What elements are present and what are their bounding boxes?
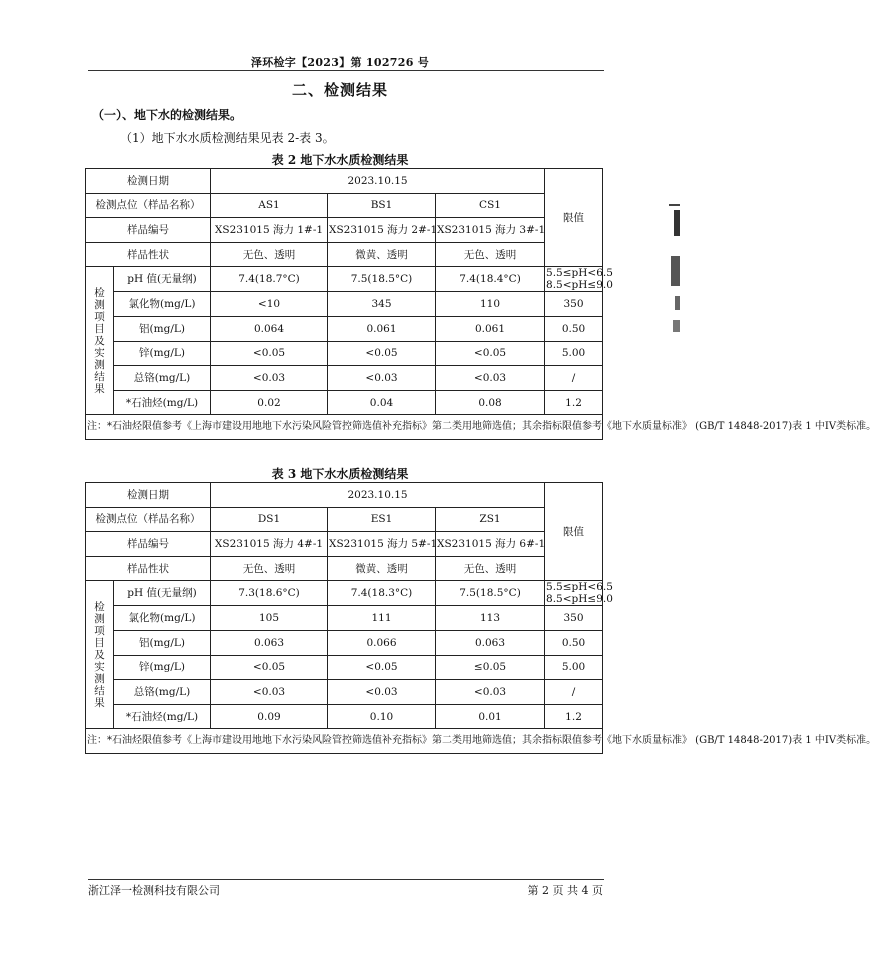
trait-cell: 无色、透明: [211, 242, 328, 267]
date-label: 检测日期: [86, 169, 211, 194]
value-cell: 0.01: [436, 704, 545, 729]
value-cell: <0.05: [328, 341, 436, 366]
group-label-char: 结: [94, 370, 105, 383]
item-name: 氯化物(mg/L): [114, 606, 211, 631]
limit-cell: [545, 606, 603, 631]
limit-cell: [545, 581, 613, 606]
limit-cell: [545, 390, 603, 415]
value-cell: <0.03: [328, 680, 436, 705]
sample-cell: XS231015 海力 6#-1: [436, 532, 545, 557]
table-row: [86, 169, 603, 194]
scan-edge-mark: [666, 200, 680, 340]
group-label-char: 实: [94, 346, 105, 359]
group-label: [86, 581, 114, 729]
value-cell: <0.03: [436, 366, 545, 391]
item-name: 铝(mg/L): [114, 316, 211, 341]
point-label: 检测点位（样品名称）: [86, 193, 211, 218]
value-cell: 111: [328, 606, 436, 631]
table-row: [86, 606, 603, 631]
group-label-char: 实: [94, 660, 105, 673]
group-label-char: 测: [94, 672, 105, 685]
item-name: 锌(mg/L): [114, 655, 211, 680]
limit-line: 1.2: [565, 396, 582, 409]
sample-label: 样品编号: [86, 218, 211, 243]
trait-cell: 无色、透明: [436, 556, 545, 581]
limit-cell: [545, 630, 603, 655]
limit-cell: [545, 655, 603, 680]
table-note: 注：*石油烃限值参考《上海市建设用地地下水污染风险管控筛选值补充指标》第二类用地筛选值；其余指标限值参考《地下水质量标准》 (GB/T 14848-2017)表 1 中IV类标准。: [86, 415, 603, 440]
table-row: [86, 415, 603, 440]
item-name: pH 值(无量纲): [114, 581, 211, 606]
table-row: [86, 390, 603, 415]
point-cell: DS1: [211, 507, 328, 532]
limit-cell: [545, 341, 603, 366]
table-row: [86, 292, 603, 317]
limit-cell: [545, 366, 603, 391]
table-row: [86, 218, 603, 243]
value-cell: 0.064: [211, 316, 328, 341]
value-cell: 345: [328, 292, 436, 317]
value-cell: 0.04: [328, 390, 436, 415]
limit-cell: [545, 680, 603, 705]
limit-cell: [545, 316, 603, 341]
limit-header: 限值: [545, 169, 603, 267]
limit-line: 0.50: [561, 636, 586, 649]
table2: [85, 168, 876, 440]
point-cell: ES1: [328, 507, 436, 532]
trait-cell: 微黄、透明: [328, 242, 436, 267]
limit-cell: [545, 267, 613, 292]
sample-cell: XS231015 海力 2#-1: [328, 218, 436, 243]
footer-rule: [88, 879, 604, 880]
subsection-heading: （一）、地下水的检测结果。: [92, 108, 243, 122]
trait-cell: 微黄、透明: [328, 556, 436, 581]
trait-cell: 无色、透明: [436, 242, 545, 267]
value-cell: <0.03: [211, 366, 328, 391]
group-label-char: 及: [94, 648, 105, 661]
group-label-char: 目: [94, 636, 105, 649]
group-label-char: 测: [94, 358, 105, 371]
item-name: 氯化物(mg/L): [114, 292, 211, 317]
trait-cell: 无色、透明: [211, 556, 328, 581]
item-name: *石油烃(mg/L): [114, 704, 211, 729]
table-row: [86, 242, 603, 267]
item-name: 总铬(mg/L): [114, 366, 211, 391]
value-cell: 105: [211, 606, 328, 631]
group-label-char: 测: [94, 612, 105, 625]
value-cell: <10: [211, 292, 328, 317]
group-label-char: 测: [94, 298, 105, 311]
item-name: 锌(mg/L): [114, 341, 211, 366]
point-label: 检测点位（样品名称）: [86, 507, 211, 532]
limit-cell: [545, 704, 603, 729]
value-cell: 7.3(18.6°C): [211, 581, 328, 606]
table-row: [86, 581, 603, 606]
table-row: [86, 630, 603, 655]
table-row: [86, 507, 603, 532]
value-cell: 7.5(18.5°C): [328, 267, 436, 292]
point-cell: AS1: [211, 193, 328, 218]
value-cell: <0.05: [211, 655, 328, 680]
value-cell: <0.03: [328, 366, 436, 391]
value-cell: 0.09: [211, 704, 328, 729]
value-cell: <0.03: [211, 680, 328, 705]
section-title: 二、检测结果: [291, 81, 388, 99]
group-label-char: 检: [94, 600, 105, 613]
intro-paragraph: （1）地下水水质检测结果见表 2-表 3。: [120, 131, 335, 145]
table-row: [86, 556, 603, 581]
table3: [85, 482, 876, 754]
value-cell: 113: [436, 606, 545, 631]
sample-label: 样品编号: [86, 532, 211, 557]
table-row: [86, 532, 603, 557]
limit-header: 限值: [545, 483, 603, 581]
limit-cell: [545, 292, 603, 317]
table-row: [86, 680, 603, 705]
header-code: 泽环检字【2023】第 102726 号: [250, 56, 430, 69]
sample-cell: XS231015 海力 4#-1: [211, 532, 328, 557]
group-label-char: 结: [94, 684, 105, 697]
point-cell: ZS1: [436, 507, 545, 532]
table2-caption: 表 2 地下水水质检测结果: [271, 153, 409, 167]
limit-line: 8.5<pH≤9.0: [546, 593, 613, 606]
sample-cell: XS231015 海力 3#-1: [436, 218, 545, 243]
table-row: [86, 193, 603, 218]
table-row: [86, 366, 603, 391]
group-label-char: 项: [94, 310, 105, 323]
point-cell: CS1: [436, 193, 545, 218]
value-cell: <0.05: [436, 341, 545, 366]
limit-line: 8.5<pH≤9.0: [546, 279, 613, 292]
value-cell: 0.061: [328, 316, 436, 341]
table-row: [86, 655, 603, 680]
value-cell: 0.063: [436, 630, 545, 655]
item-name: 总铬(mg/L): [114, 680, 211, 705]
value-cell: 7.5(18.5°C): [436, 581, 545, 606]
value-cell: 0.061: [436, 316, 545, 341]
group-label-char: 及: [94, 334, 105, 347]
limit-line: 350: [563, 298, 584, 311]
limit-line: 5.00: [561, 347, 586, 360]
value-cell: 110: [436, 292, 545, 317]
sample-cell: XS231015 海力 5#-1: [328, 532, 436, 557]
value-cell: <0.03: [436, 680, 545, 705]
limit-line: 5.5≤pH<6.5: [546, 581, 613, 594]
group-label-char: 检: [94, 286, 105, 299]
item-name: *石油烃(mg/L): [114, 390, 211, 415]
limit-line: 1.2: [565, 710, 582, 723]
value-cell: 7.4(18.7°C): [211, 267, 328, 292]
group-label-char: 项: [94, 624, 105, 637]
value-cell: <0.05: [328, 655, 436, 680]
value-cell: 0.02: [211, 390, 328, 415]
group-label-char: 果: [94, 696, 105, 709]
group-label: [86, 267, 114, 415]
sample-cell: XS231015 海力 1#-1: [211, 218, 328, 243]
limit-line: 5.5≤pH<6.5: [546, 267, 613, 280]
table3-caption: 表 3 地下水水质检测结果: [271, 467, 409, 481]
table-row: [86, 316, 603, 341]
limit-line: /: [571, 371, 576, 384]
table-row: [86, 483, 603, 508]
limit-line: 350: [563, 612, 584, 625]
limit-line: 0.50: [561, 322, 586, 335]
date-value: 2023.10.15: [211, 169, 545, 194]
value-cell: <0.05: [211, 341, 328, 366]
value-cell: 7.4(18.4°C): [436, 267, 545, 292]
header-rule: [88, 70, 604, 71]
trait-label: 样品性状: [86, 556, 211, 581]
item-name: pH 值(无量纲): [114, 267, 211, 292]
footer-page: 第 2 页 共 4 页: [527, 884, 603, 897]
table-row: [86, 341, 603, 366]
value-cell: 0.08: [436, 390, 545, 415]
value-cell: 0.10: [328, 704, 436, 729]
limit-line: /: [571, 685, 576, 698]
date-value: 2023.10.15: [211, 483, 545, 508]
value-cell: ≤0.05: [436, 655, 545, 680]
date-label: 检测日期: [86, 483, 211, 508]
point-cell: BS1: [328, 193, 436, 218]
table-row: [86, 704, 603, 729]
limit-line: 5.00: [561, 661, 586, 674]
value-cell: 7.4(18.3°C): [328, 581, 436, 606]
table-note: 注：*石油烃限值参考《上海市建设用地地下水污染风险管控筛选值补充指标》第二类用地筛选值；其余指标限值参考《地下水质量标准》 (GB/T 14848-2017)表 1 中IV类标准。: [86, 729, 603, 754]
trait-label: 样品性状: [86, 242, 211, 267]
footer-company: 浙江泽一检测科技有限公司: [88, 884, 220, 897]
value-cell: 0.063: [211, 630, 328, 655]
group-label-char: 果: [94, 382, 105, 395]
item-name: 铝(mg/L): [114, 630, 211, 655]
value-cell: 0.066: [328, 630, 436, 655]
table-row: [86, 729, 603, 754]
group-label-char: 目: [94, 322, 105, 335]
table-row: [86, 267, 603, 292]
